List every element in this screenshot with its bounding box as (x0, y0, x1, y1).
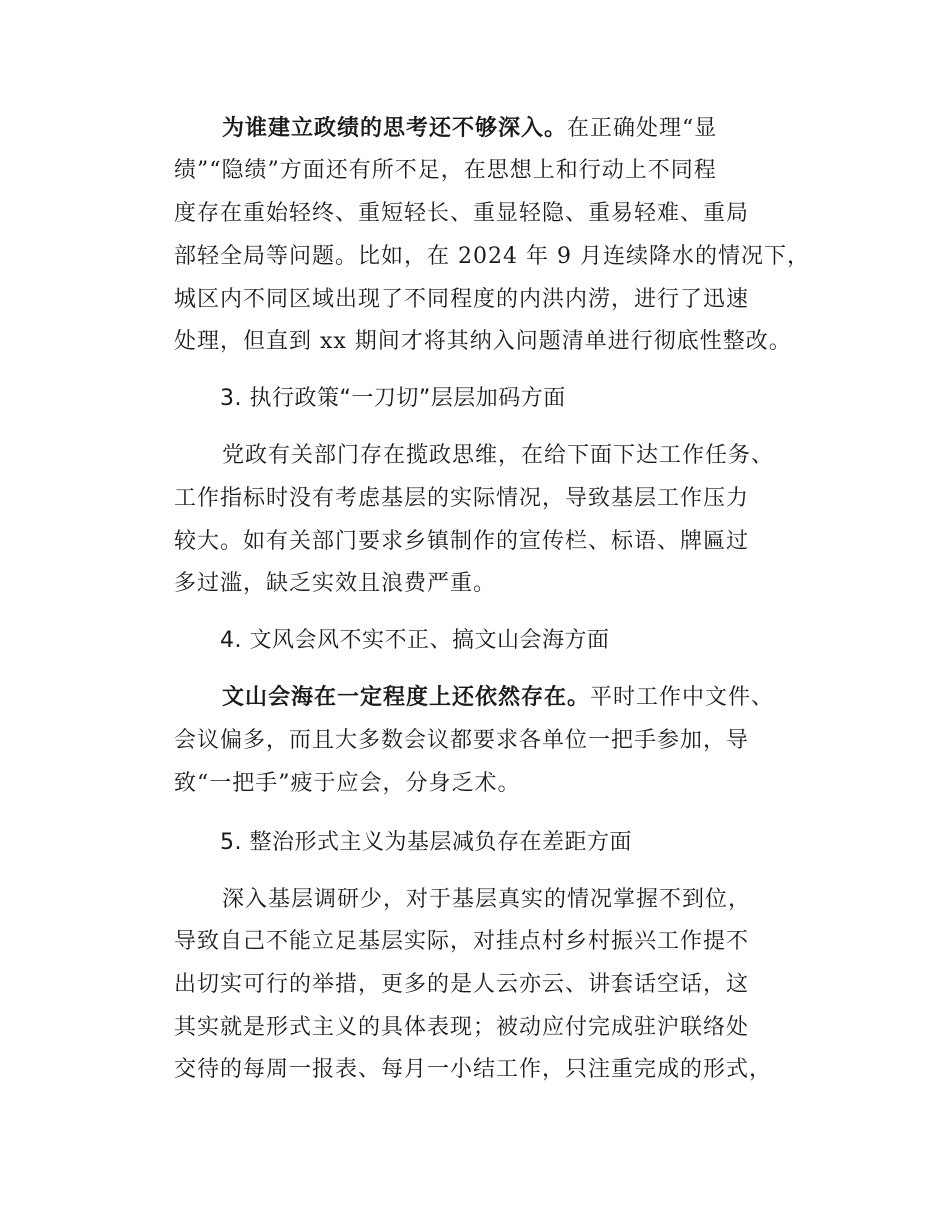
para4-line-2: 会议偏多，而且大多数会议都要求各单位一把手参加，导 (174, 728, 750, 753)
section-heading-4: 4. 文风会风不实不正、搞文山会海方面 (220, 628, 610, 653)
para5-line-4: 其实就是形式主义的具体表现；被动应付完成驻沪联络处 (174, 1015, 750, 1040)
para5-line-1: 深入基层调研少，对于基层真实的情况掌握不到位， (222, 887, 752, 912)
para5-line-3: 出切实可行的举措，更多的是人云亦云、讲套话空话，这 (174, 972, 750, 997)
para5-line-2: 导致自己不能立足基层实际，对挂点村乡村振兴工作提不 (174, 929, 750, 954)
para1-line-5: 城区内不同区域出现了不同程度的内洪内涝，进行了迅速 (174, 287, 750, 312)
para4-line-3: 致“一把手”疲于应会，分身乏术。 (174, 771, 521, 796)
para1-line-3: 度存在重始轻终、重短轻长、重显轻隐、重易轻难、重局 (174, 201, 750, 226)
para3-line-1: 党政有关部门存在揽政思维，在给下面下达工作任务、 (222, 443, 775, 468)
para3-line-2: 工作指标时没有考虑基层的实际情况，导致基层工作压力 (174, 486, 750, 511)
para4-line-1 (222, 683, 774, 713)
para1-lead: 为谁建立政绩的思考还不够深入。 (222, 116, 568, 141)
para3-line-4: 多过滥，缺乏实效且浪费严重。 (174, 571, 497, 596)
section-heading-5: 5. 整治形式主义为基层减负存在差距方面 (220, 830, 632, 855)
para1-line-1 (222, 114, 717, 144)
para1-line1-rest: 在正确处理“显 (567, 116, 718, 141)
para1-line-4: 部轻全局等问题。比如，在 2024 年 9 月连续降水的情况下， (174, 244, 810, 269)
para5-line-5: 交待的每周一报表、每月一小结工作，只注重完成的形式， (174, 1057, 773, 1082)
para1-line-6: 处理，但直到 xx 期间才将其纳入问题清单进行彻底性整改。 (174, 329, 792, 354)
section-heading-3: 3. 执行政策“一刀切”层层加码方面 (220, 386, 566, 411)
para3-line-3: 较大。如有关部门要求乡镇制作的宣传栏、标语、牌匾过 (174, 529, 750, 554)
para4-lead: 文山会海在一定程度上还依然存在。 (222, 685, 591, 710)
para1-line-2: 绩”“隐绩”方面还有所不足，在思想上和行动上不同程 (174, 158, 717, 183)
para4-line1-rest: 平时工作中文件、 (590, 685, 775, 710)
